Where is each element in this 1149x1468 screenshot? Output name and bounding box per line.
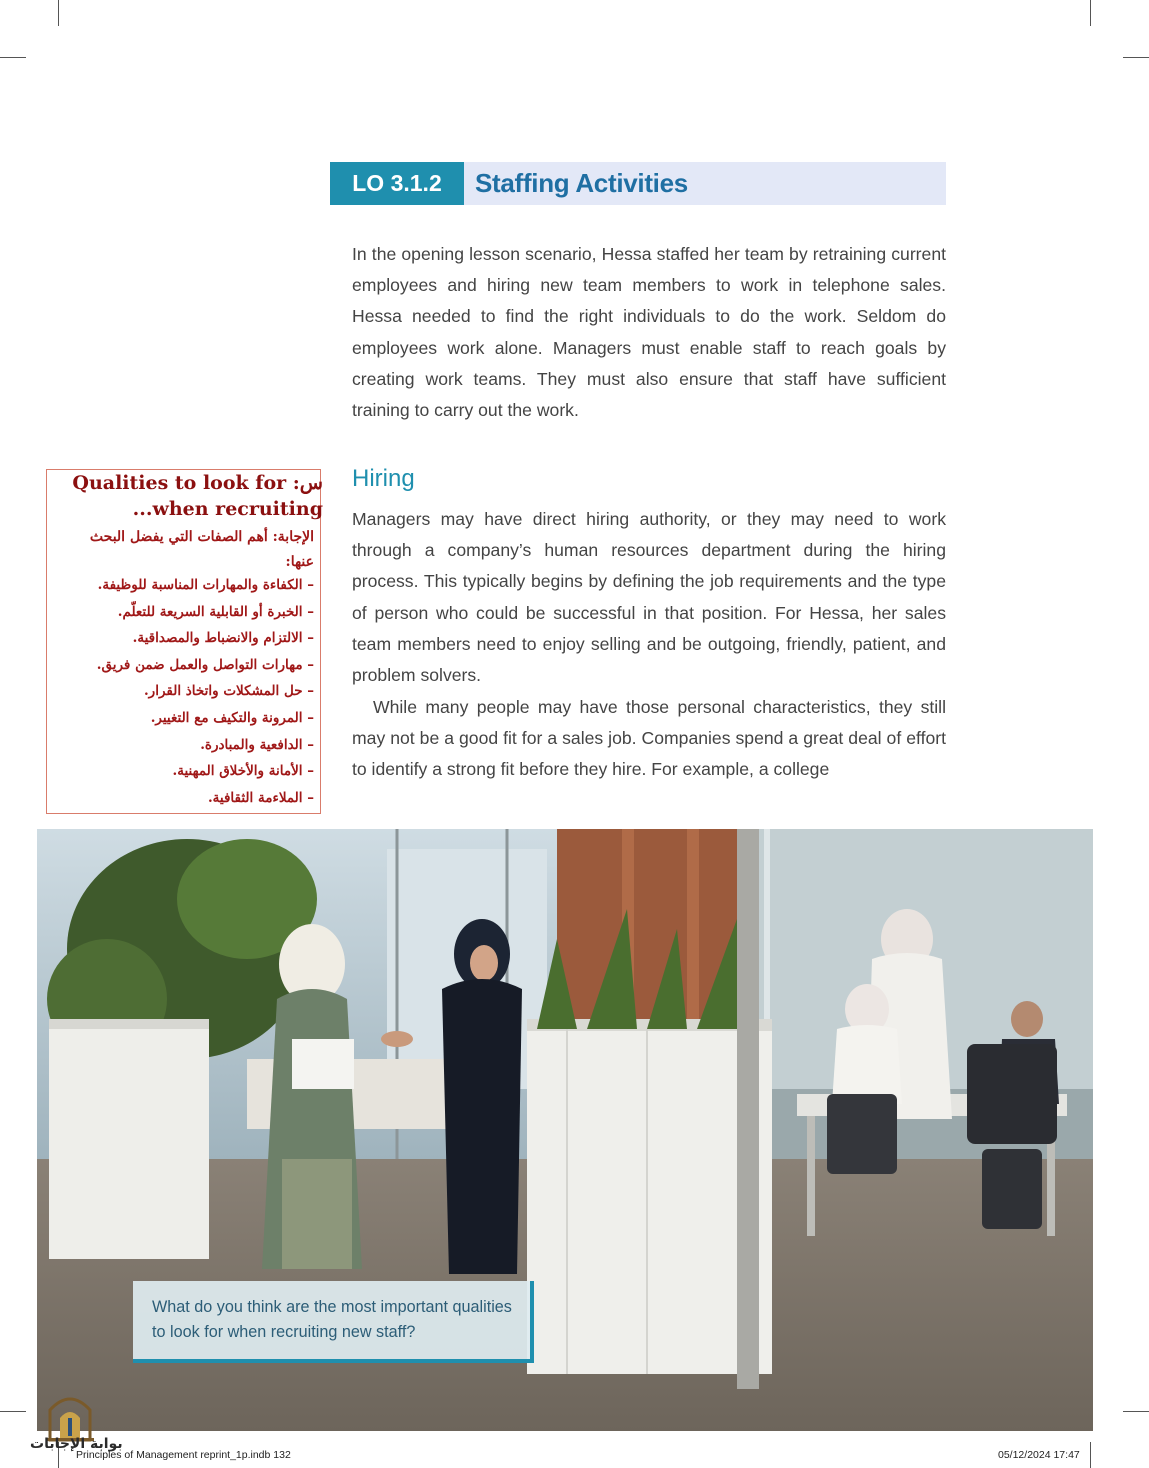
crop-mark (0, 57, 26, 58)
list-item: – الأمانة والأخلاق المهنية. (172, 763, 314, 780)
list-item: – الالتزام والانضباط والمصداقية. (132, 630, 314, 647)
crop-mark (1090, 1442, 1091, 1468)
print-timestamp: 05/12/2024 17:47 (998, 1449, 1080, 1461)
site-watermark: بوابة الإجابات (30, 1436, 123, 1452)
note-answer-line-1: الإجابة: أهم الصفات التي يفضل البحث (89, 529, 314, 545)
crop-mark (0, 1411, 26, 1412)
hiring-paragraph-2: While many people may have those personal characteristics, they still may not be a good fit for a sales job. Companies spend a great deal of effort to identify a strong fit before they hire. For example, a college (352, 697, 946, 780)
list-item: – حل المشكلات واتخاذ القرار. (143, 683, 314, 700)
list-item: – مهارات التواصل والعمل ضمن فريق. (96, 656, 314, 673)
discussion-question-box (133, 1281, 534, 1363)
crop-mark (58, 0, 59, 26)
hiring-heading: Hiring (352, 465, 415, 492)
mosque-logo-icon (40, 1386, 100, 1442)
list-item: – الخبرة أو القابلية السريعة للتعلّم. (117, 603, 314, 620)
lesson-objective-code: LO 3.1.2 (330, 162, 464, 205)
crop-mark (1090, 0, 1091, 26)
qualities-list (97, 572, 314, 811)
crop-mark (1123, 57, 1149, 58)
note-answer-line-2: عنها: (285, 554, 314, 570)
note-question-line-1: س: Qualities to look for (72, 472, 323, 494)
answer-note-box (46, 469, 321, 814)
note-question-line-2: when recruiting... (132, 498, 323, 520)
crop-mark (1123, 1411, 1149, 1412)
list-item: – الدافعية والمبادرة. (200, 736, 314, 753)
intro-paragraph: In the opening lesson scenario, Hessa staffed her team by retraining current employees and hiring new team members to work in telephone sales. Hessa needed to find the right individuals to do the work. Seldom do employees work alone. Managers must enable staff to reach goals by creating work teams. They must also ensure that staff have sufficient training to carry out the work. (352, 244, 946, 421)
discussion-question-text: What do you think are the most important qualities to look for when recruiting new staff? (152, 1298, 512, 1341)
lesson-objective-header (330, 162, 946, 205)
list-item: – الملاءمة الثقافية. (207, 789, 314, 806)
section-title: Staffing Activities (475, 168, 688, 198)
list-item: – الكفاءة والمهارات المناسبة للوظيفة. (97, 577, 314, 593)
print-file-label: Principles of Management reprint_1p.indb 132 (76, 1449, 291, 1461)
list-item: – المرونة والتكيف مع التغيير. (150, 709, 314, 726)
hiring-paragraph-1: Managers may have direct hiring authority, or they may need to work through a company’s human resources department during the hiring process. This typically begins by defining the job requirements and the type of person who could be successful in that position. For Hessa, her sales team members need to enjoy selling and be outgoing, friendly, patient, and problem solvers. (352, 509, 946, 686)
